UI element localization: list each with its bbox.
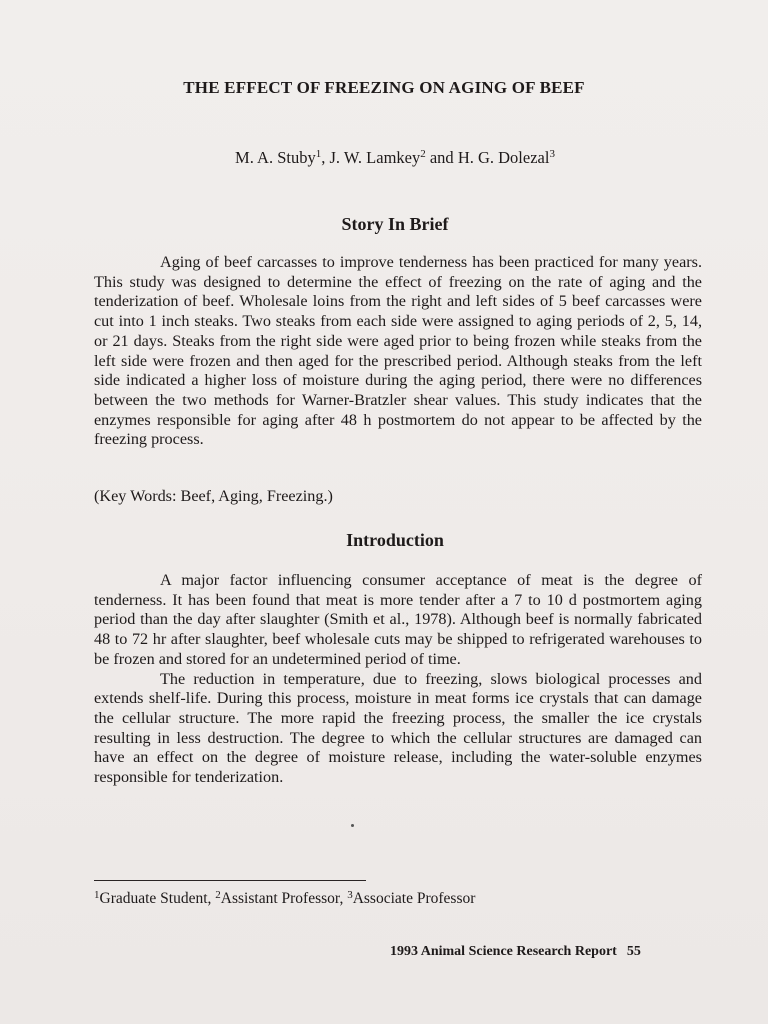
story-in-brief-body (94, 253, 702, 450)
introduction-body (94, 571, 702, 788)
author-affiliation-mark: 3 (549, 148, 555, 160)
paragraph: Aging of beef carcasses to improve tenderness has been practiced for many years. This study was designed to determine the effect of freezing on the rate of aging and the tenderization of beef. Wholesale loins from the right and left sides of 5 beef carcasses were cut into 1 inch steaks. Two steaks from each side were assigned to aging periods of 2, 5, 14, or 21 days. Steaks from the right side were aged prior to being frozen while steaks from the left side were frozen and then aged for the prescribed period. Although steaks from the left side indicated a higher loss of moisture during the aging period, there were no differences between the two methods for Warner-Bratzler shear values. This study indicates that the enzymes responsible for aging after 48 h postmortem do not appear to be affected by the freezing process. (94, 253, 702, 449)
author-separator: , (321, 148, 330, 167)
footnote (94, 890, 475, 908)
author-affiliation-mark: 1 (315, 148, 322, 160)
speck (351, 824, 354, 827)
author-name: H. G. Dolezal (457, 148, 550, 167)
paper-title: THE EFFECT OF FREEZING ON AGING OF BEEF (183, 78, 585, 97)
footnote-mark: 2 (215, 889, 221, 901)
report-title: 1993 Animal Science Research Report (390, 944, 617, 959)
footnote-mark: 3 (347, 889, 353, 901)
page-footer (390, 944, 641, 960)
section-heading-introduction: Introduction (346, 530, 444, 550)
page-number: 55 (626, 944, 641, 959)
paragraph: The reduction in temperature, due to freezing, slows biological processes and extends shelf-life. During this process, moisture in meat forms ice crystals that can damage the cellular structure. The more rapid the freezing process, the smaller the ice crystals resulting in less destruction. The degree to which the cellular structures are damaged can have an effect on the degree of moisture release, including the water-soluble enzymes responsible for tenderization. (94, 669, 702, 787)
footnote-text: Assistant Professor, (220, 890, 348, 907)
footnote-divider (94, 880, 366, 881)
key-words: (Key Words: Beef, Aging, Freezing.) (94, 487, 333, 505)
section-heading-story-in-brief: Story In Brief (341, 214, 449, 234)
author-name: M. A. Stuby (235, 148, 316, 167)
footnote-mark: 1 (94, 889, 100, 901)
author-name: J. W. Lamkey (329, 148, 421, 167)
footnote-text: Associate Professor (352, 890, 476, 907)
author-separator: and (425, 148, 458, 167)
footnote-text: Graduate Student, (99, 890, 216, 907)
author-line (0, 148, 768, 168)
paragraph: A major factor influencing consumer acceptance of meat is the degree of tenderness. It has been found that meat is more tender after a 7 to 10 d postmortem aging period than the day after slaughter (Smith et al., 1978). Although beef is normally fabricated 48 to 72 hr after slaughter, beef wholesale cuts may be shipped to refrigerated warehouses to be frozen and stored for an undetermined period of time. (94, 571, 702, 668)
author-affiliation-mark: 2 (420, 148, 426, 160)
